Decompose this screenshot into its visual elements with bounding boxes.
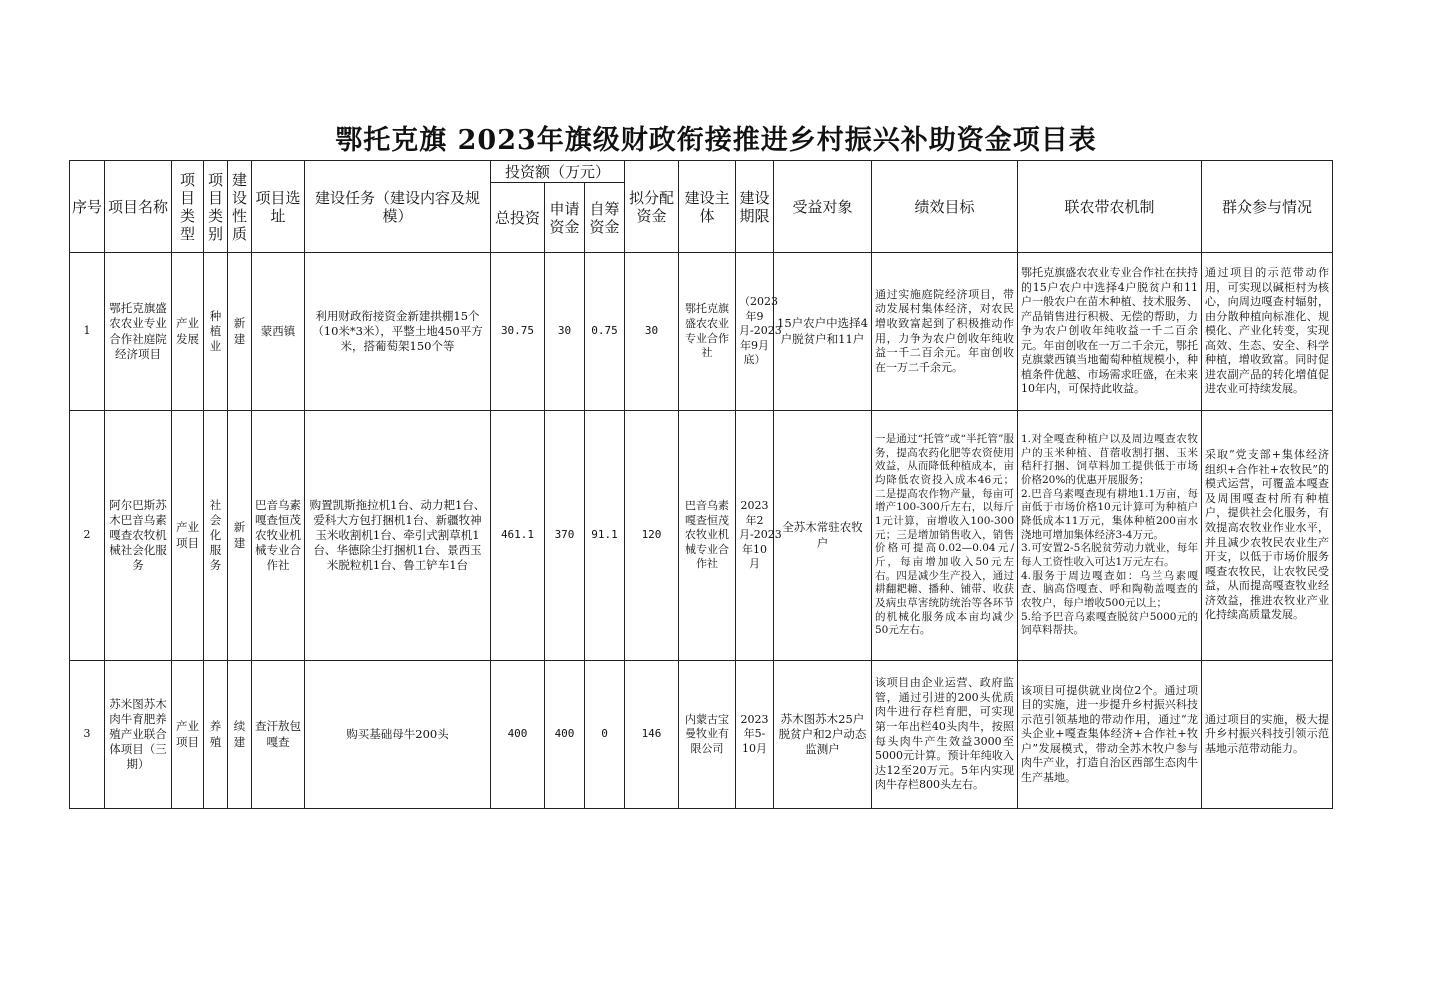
cell-period: 2023年5-10月 [736, 661, 774, 809]
cell-apply: 370 [545, 411, 585, 661]
cell-name: 苏米图苏木肉牛育肥养殖产业联合体项目（三期） [105, 661, 172, 809]
cell-allocated: 30 [625, 253, 679, 411]
cell-self: 0.75 [585, 253, 625, 411]
cell-mechanism: 1.对全嘎查种植户以及周边嘎查农牧户的玉米种植、苜蓿收割打捆、玉米秸秆打捆、饲草料加工提供低于市场价格20%的优惠开展服务； 2.巴音乌素嘎查现有耕地1.1万亩，每亩低于市场价格10元计算可为种植户降低成本11万元，集体种植200亩水浇地可增加集体经济3-4万元。 3.可安置2-5名脱贫劳动力就业，每年每人工资性收入可达1万元左右。 4.服务于周边嘎查如：乌兰乌素嘎查、脑高岱嘎查、呼和陶勒盖嘎查的农牧户，每户增收500元以上； 5.给予巴音乌素嘎查脱贫户5000元的饲草料帮扶。 [1018, 411, 1202, 661]
cell-beneficiary: 15户农户中选择4户脱贫户和11户 [774, 253, 872, 411]
cell-name: 鄂托克旗盛农农业专业合作社庭院经济项目 [105, 253, 172, 411]
header-seq: 序号 [70, 161, 105, 253]
cell-builder: 鄂托克旗盛农农业专业合作社 [679, 253, 736, 411]
cell-category: 养殖 [204, 661, 228, 809]
cell-apply: 400 [545, 661, 585, 809]
cell-total: 461.1 [491, 411, 545, 661]
table-row [70, 661, 1333, 809]
header-performance: 绩效目标 [872, 161, 1018, 253]
cell-seq: 2 [70, 411, 105, 661]
header-category: 项目类别 [204, 161, 228, 253]
cell-self: 91.1 [585, 411, 625, 661]
document-title: 鄂托克旗 2023年旗级财政衔接推进乡村振兴补助资金项目表 [335, 125, 1097, 156]
cell-nature: 续建 [228, 661, 252, 809]
cell-location: 蒙西镇 [252, 253, 305, 411]
header-total: 总投资 [491, 183, 545, 253]
header-name: 项目名称 [105, 161, 172, 253]
header-type: 项目类型 [172, 161, 204, 253]
cell-participation: 采取“党支部+集体经济组织+合作社+农牧民”的模式运营，可覆盖本嘎查及周围嘎查村所有种植户，提供社会化服务，有效提高农牧业作业水平，并且减少农牧民农业生产开支，以低于市场价服务嘎查农牧民，让农牧民受益，从而提高嘎查牧业经济效益，推进农牧业产业化持续高质量发展。 [1202, 411, 1333, 661]
header-nature: 建设性质 [228, 161, 252, 253]
cell-location: 查汗敖包嘎查 [252, 661, 305, 809]
header-investment: 投资额（万元） [491, 161, 625, 183]
header-row [70, 161, 1333, 183]
cell-location: 巴音乌素嘎查恒茂农牧业机械专业合作社 [252, 411, 305, 661]
cell-type: 产业项目 [172, 411, 204, 661]
cell-nature: 新建 [228, 411, 252, 661]
cell-seq: 3 [70, 661, 105, 809]
header-period: 建设期限 [736, 161, 774, 253]
cell-seq: 1 [70, 253, 105, 411]
cell-mechanism: 鄂托克旗盛农农业专业合作社在扶持的15户农户中选择4户脱贫户和11户一般农户在苗木种植、技术服务、产品销售进行积极、无偿的帮助，力争为农户创收年纯收益一千二百余元。年亩创收在一万二千余元，鄂托克旗蒙西镇当地葡萄种植规模小，种植条件优越、市场需求旺盛，在未来10年内，可保持此收益。 [1018, 253, 1202, 411]
cell-mechanism: 该项目可提供就业岗位2个。通过项目的实施，进一步提升乡村振兴科技示范引领基地的带动作用，通过“龙头企业+嘎查集体经济+合作社+牧户”发展模式，带动全苏木牧户参与肉牛产业，打造自治区西部生态肉牛生产基地。 [1018, 661, 1202, 809]
cell-total: 400 [491, 661, 545, 809]
cell-apply: 30 [545, 253, 585, 411]
table-row [70, 253, 1333, 411]
cell-task: 利用财政衔接资金新建拱棚15个（10米*3米），平整土地450平方米，搭葡萄架150个等 [305, 253, 491, 411]
cell-beneficiary: 全苏木常驻农牧户 [774, 411, 872, 661]
cell-performance: 通过实施庭院经济项目，带动发展村集体经济，对农民增收致富起到了积极推动作用，力争为农户创收年纯收益一千二百余元。年亩创收在一万二千余元。 [872, 253, 1018, 411]
table-row [70, 411, 1333, 661]
cell-self: 0 [585, 661, 625, 809]
cell-beneficiary: 苏木图苏木25户脱贫户和2户动态监测户 [774, 661, 872, 809]
cell-period: 2023年2月-2023年10月 [736, 411, 774, 661]
header-beneficiary: 受益对象 [774, 161, 872, 253]
header-mechanism: 联农带农机制 [1018, 161, 1202, 253]
cell-performance: 一是通过“托管”或“半托管”服务，提高农药化肥等农资使用效益，从而降低种植成本，亩均降低农资投入成本46元；二是提高农作物产量，每亩可增产100-300斤左右，以每斤1元计算，亩增收入100-300元；三是增加销售收入，销售价格可提高0.02—0.04元/斤，每亩增加收入50元左右。四是减少生产投入，通过耕翻耙耱、播种、铺带、收获及病虫草害统防统治等各环节的机械化服务成本亩均减少50元左右。 [872, 411, 1018, 661]
header-builder: 建设主体 [679, 161, 736, 253]
cell-allocated: 146 [625, 661, 679, 809]
cell-builder: 内蒙古宝曼牧业有限公司 [679, 661, 736, 809]
header-location: 项目选址 [252, 161, 305, 253]
cell-nature: 新建 [228, 253, 252, 411]
header-allocated: 拟分配资金 [625, 161, 679, 253]
project-table [69, 160, 1333, 809]
header-apply: 申请资金 [545, 183, 585, 253]
cell-participation: 通过项目的实施，极大提升乡村振兴科技引领示范基地示范带动能力。 [1202, 661, 1333, 809]
cell-performance: 该项目由企业运营、政府监管，通过引进的200头优质肉牛进行存栏育肥，可实现第一年出栏40头肉牛，按照每头肉牛产生效益3000至5000元计算。预计年纯收入达12至20万元。5年内实现肉牛存栏800头左右。 [872, 661, 1018, 809]
header-task: 建设任务（建设内容及规模） [305, 161, 491, 253]
header-participation: 群众参与情况 [1202, 161, 1333, 253]
cell-builder: 巴音乌素嘎查恒茂农牧业机械专业合作社 [679, 411, 736, 661]
header-self: 自筹资金 [585, 183, 625, 253]
cell-category: 社会化服务 [204, 411, 228, 661]
cell-task: 购置凯斯拖拉机1台、动力耙1台、爱科大方包打捆机1台、新疆牧神玉米收割机1台、牵引式割草机1台、华德除尘打捆机1台、景西玉米脱粒机1台、鲁工铲车1台 [305, 411, 491, 661]
cell-task: 购买基础母牛200头 [305, 661, 491, 809]
cell-participation: 通过项目的示范带动作用，可实现以碱柜村为核心，向周边嘎查村辐射，由分散种植向标准化、规模化、产业化转变，实现高效、生态、安全、科学种植，增收致富。同时促进农副产品的转化增值促进农业可持续发展。 [1202, 253, 1333, 411]
cell-type: 产业发展 [172, 253, 204, 411]
cell-type: 产业项目 [172, 661, 204, 809]
cell-allocated: 120 [625, 411, 679, 661]
cell-period: （2023年9月-2023年9月底） [736, 253, 774, 411]
cell-name: 阿尔巴斯苏木巴音乌素嘎查农牧机械社会化服务 [105, 411, 172, 661]
cell-category: 种植业 [204, 253, 228, 411]
cell-total: 30.75 [491, 253, 545, 411]
